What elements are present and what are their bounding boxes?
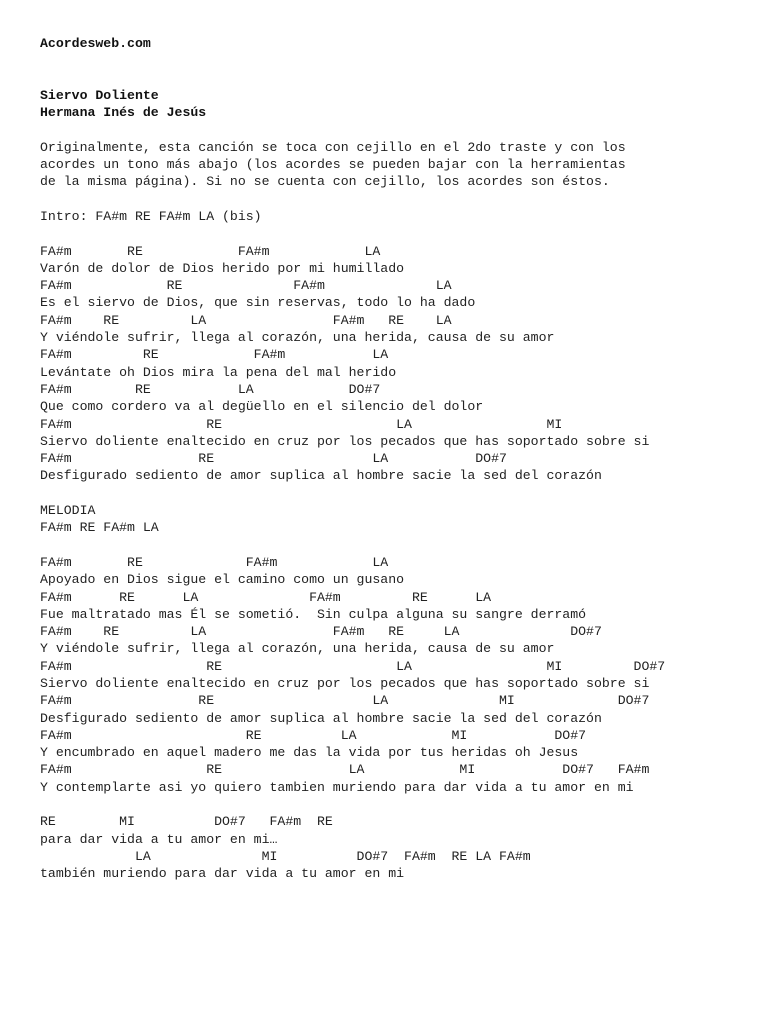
site-name: Acordesweb.com	[40, 36, 151, 51]
lyric-line: para dar vida a tu amor en mi…	[40, 831, 278, 847]
chord-line: FA#m RE LA MI DO#7 FA#m	[40, 762, 650, 778]
spacer	[40, 485, 760, 502]
intro-note-line: de la misma página). Si no se cuenta con cejillo, los acordes son éstos.	[40, 174, 610, 190]
lyric-line: Es el siervo de Dios, que sin reservas, todo lo ha dado	[40, 295, 476, 311]
spacer	[40, 52, 760, 69]
spacer	[40, 537, 760, 554]
song-title: Siervo Doliente	[40, 87, 159, 103]
spacer	[40, 70, 760, 87]
spacer	[40, 796, 760, 813]
chord-line: FA#m RE LA FA#m RE LA	[40, 589, 492, 605]
chord-line: LA MI DO#7 FA#m RE LA FA#m	[40, 848, 531, 864]
verse-2	[40, 554, 760, 796]
chord-line: FA#m RE LA FA#m RE LA DO#7	[40, 624, 602, 640]
intro-note-line: Originalmente, esta canción se toca con cejillo en el 2do traste y con los	[40, 139, 626, 155]
melodia-label: MELODIA	[40, 503, 96, 519]
lyric-line: Y viéndole sufrir, llega al corazón, una herida, causa de su amor	[40, 330, 555, 346]
intro-note-line: acordes un tono más abajo (los acordes se pueden bajar con la herramientas	[40, 157, 626, 173]
chord-line: FA#m RE LA MI DO#7	[40, 693, 650, 709]
verse-1	[40, 243, 760, 485]
outro	[40, 813, 760, 882]
spacer	[40, 191, 760, 208]
lyric-line: Siervo doliente enaltecido en cruz por los pecados que has soportado sobre si	[40, 675, 650, 691]
melodia-chords: FA#m RE FA#m LA	[40, 520, 159, 536]
chord-line: FA#m RE FA#m LA	[40, 278, 452, 294]
chord-line: FA#m RE LA DO#7	[40, 451, 507, 467]
chord-line: FA#m RE LA MI	[40, 416, 563, 432]
lyric-line: Levántate oh Dios mira la pena del mal herido	[40, 364, 397, 380]
lyric-line: Siervo doliente enaltecido en cruz por los pecados que has soportado sobre si	[40, 433, 650, 449]
spacer	[40, 225, 760, 242]
song-sheet	[40, 35, 760, 883]
chord-line: RE MI DO#7 FA#m RE	[40, 814, 333, 830]
lyric-line: Y encumbrado en aquel madero me das la vida por tus heridas oh Jesus	[40, 745, 579, 761]
lyric-line: Que como cordero va al degüello en el silencio del dolor	[40, 399, 484, 415]
lyric-line: Fue maltratado mas Él se sometió. Sin culpa alguna su sangre derramó	[40, 606, 587, 622]
chord-line: FA#m RE LA DO#7	[40, 381, 381, 397]
lyric-line: Y viéndole sufrir, llega al corazón, una herida, causa de su amor	[40, 641, 555, 657]
chord-line: FA#m RE FA#m LA	[40, 243, 381, 259]
chord-line: FA#m RE LA MI DO#7	[40, 658, 666, 674]
intro-chords: Intro: FA#m RE FA#m LA (bis)	[40, 208, 262, 224]
song-artist: Hermana Inés de Jesús	[40, 105, 207, 121]
lyric-line: Varón de dolor de Dios herido por mi humillado	[40, 260, 405, 276]
chord-line: FA#m RE FA#m LA	[40, 347, 389, 363]
spacer	[40, 121, 760, 138]
lyric-line: Y contemplarte asi yo quiero tambien muriendo para dar vida a tu amor en mi	[40, 779, 634, 795]
chord-line: FA#m RE FA#m LA	[40, 554, 389, 570]
chord-line: FA#m RE LA MI DO#7	[40, 727, 587, 743]
lyric-line: Desfigurado sediento de amor suplica al hombre sacie la sed del corazón	[40, 468, 602, 484]
chord-line: FA#m RE LA FA#m RE LA	[40, 312, 452, 328]
lyric-line: Apoyado en Dios sigue el camino como un gusano	[40, 572, 405, 588]
lyric-line: también muriendo para dar vida a tu amor en mi	[40, 866, 405, 882]
lyric-line: Desfigurado sediento de amor suplica al hombre sacie la sed del corazón	[40, 710, 602, 726]
